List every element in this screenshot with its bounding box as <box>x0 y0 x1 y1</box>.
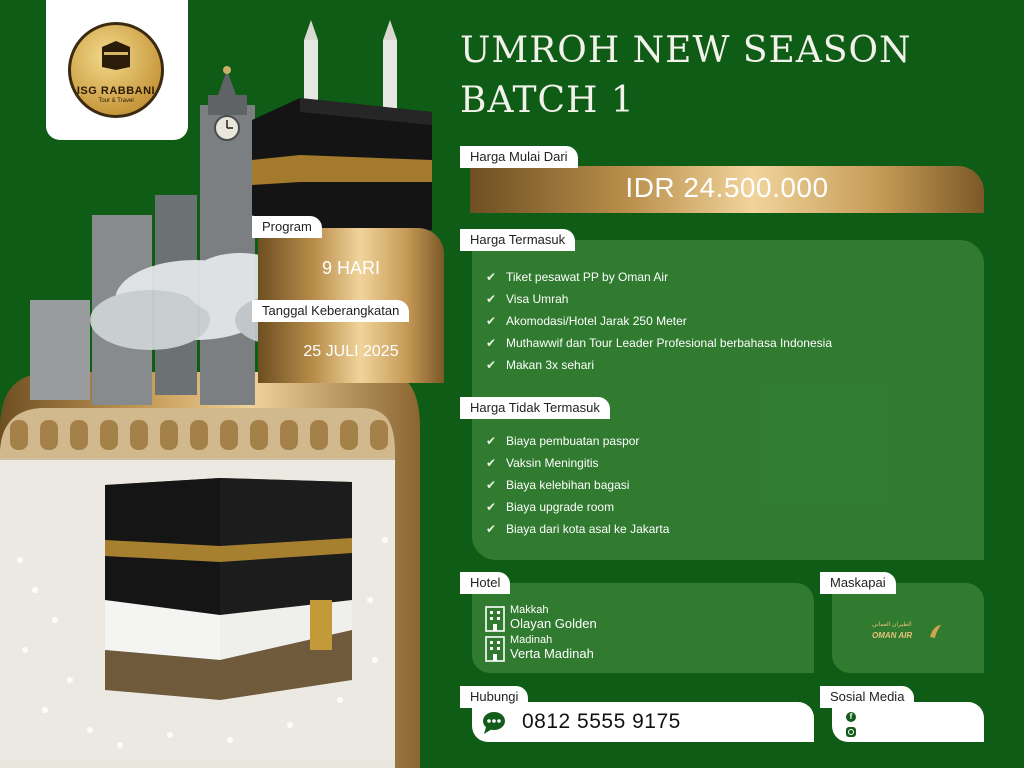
list-item: ✔ Tiket pesawat PP by Oman Air <box>486 266 832 288</box>
facebook-icon[interactable]: f <box>846 712 856 722</box>
building-icon <box>484 634 506 662</box>
list-item: ✔ Akomodasi/Hotel Jarak 250 Meter <box>486 310 832 332</box>
list-item: ✔ Biaya kelebihan bagasi <box>486 474 669 496</box>
departure-date: 25 JULI 2025 <box>303 343 399 360</box>
building-icon <box>484 604 506 632</box>
kaaba-plaza-image <box>0 408 400 768</box>
list-item: ✔ Visa Umrah <box>486 288 832 310</box>
list-item: ✔ Biaya dari kota asal ke Jakarta <box>486 518 669 540</box>
chat-support-icon <box>480 709 508 735</box>
included-label: Harga Termasuk <box>460 229 575 251</box>
contact-label: Hubungi <box>460 686 528 708</box>
brand-name: ISG RABBANI <box>76 85 156 97</box>
hotel-name: Olayan Golden <box>510 616 597 631</box>
list-item: ✔ Biaya pembuatan paspor <box>486 430 669 452</box>
program-value: 9 HARI <box>321 258 381 278</box>
social-label: Sosial Media <box>820 686 914 708</box>
check-icon: ✔ <box>486 500 497 514</box>
airline-panel <box>832 583 984 673</box>
check-icon: ✔ <box>486 522 497 536</box>
included-list <box>486 266 832 376</box>
check-icon: ✔ <box>486 358 497 372</box>
hotel-label: Hotel <box>460 572 510 594</box>
brand-tagline: Tour & Travel <box>98 98 134 104</box>
check-icon: ✔ <box>486 478 497 492</box>
hotel-city: Madinah <box>510 634 553 646</box>
check-icon: ✔ <box>486 434 497 448</box>
departure-label: Tanggal Keberangkatan <box>252 300 409 322</box>
logo-card <box>46 0 188 140</box>
price-label: Harga Mulai Dari <box>460 146 578 168</box>
kaaba-icon <box>101 39 131 71</box>
check-icon: ✔ <box>486 336 497 350</box>
hotel-name: Verta Madinah <box>510 646 594 661</box>
page-title-line-1: UMROH NEW SEASON <box>460 30 912 71</box>
program-label: Program <box>252 216 322 238</box>
list-item: ✔ Biaya upgrade room <box>486 496 669 518</box>
hotel-entry-makkah <box>484 604 784 634</box>
contact-box[interactable] <box>472 702 814 742</box>
excluded-label: Harga Tidak Termasuk <box>460 397 610 419</box>
list-item: ✔ Muthawwif dan Tour Leader Profesional berbahasa Indonesia <box>486 332 832 354</box>
instagram-icon[interactable] <box>846 727 856 737</box>
page-title-line-2: BATCH 1 <box>460 80 635 121</box>
check-icon: ✔ <box>486 270 497 284</box>
airline-logo-arabic: الطيران العماني <box>872 622 912 628</box>
contact-phone[interactable]: 0812 5555 9175 <box>522 710 681 733</box>
list-item: ✔ Makan 3x sehari <box>486 354 832 376</box>
oman-air-logo-icon <box>928 623 942 639</box>
hotel-panel <box>472 583 814 673</box>
brand-logo <box>68 22 164 118</box>
list-item: ✔ Vaksin Meningitis <box>486 452 669 474</box>
check-icon: ✔ <box>486 292 497 306</box>
check-icon: ✔ <box>486 314 497 328</box>
airline-logo-text: OMAN AIR <box>872 631 913 640</box>
excluded-list <box>486 430 669 540</box>
price-value: IDR 24.500.000 <box>625 172 829 203</box>
hotel-city: Makkah <box>510 604 549 616</box>
social-box <box>832 702 984 742</box>
airline-label: Maskapai <box>820 572 896 594</box>
hotel-entry-madinah <box>484 634 784 664</box>
check-icon: ✔ <box>486 456 497 470</box>
